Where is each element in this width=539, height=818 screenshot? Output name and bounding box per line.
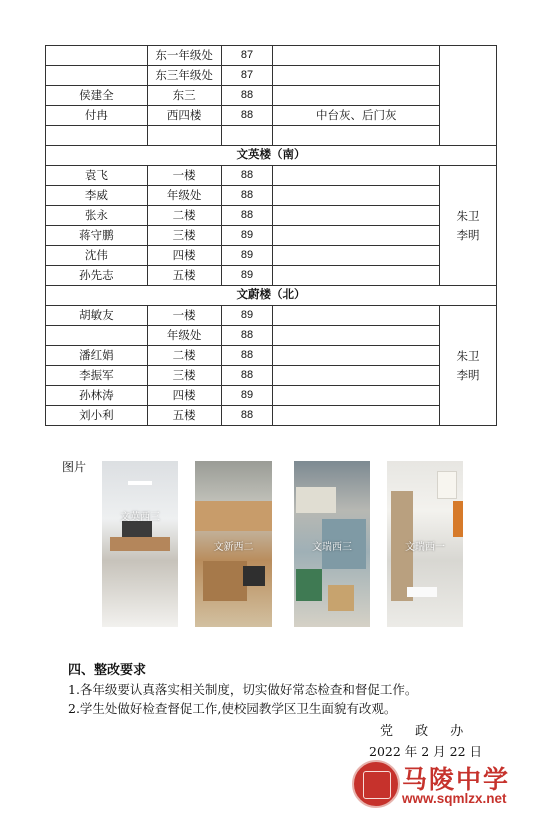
section-header-row	[46, 146, 497, 166]
requirement-item: 1.各年级要认真落实相关制度，切实做好常态检查和督促工作。	[68, 682, 418, 697]
table-row	[46, 46, 497, 66]
seal-inner-mark	[363, 771, 391, 799]
place-cell: 三楼	[147, 366, 221, 386]
table-row	[46, 306, 497, 326]
name-cell: 李威	[46, 186, 148, 206]
place-cell: 五楼	[147, 266, 221, 286]
issuing-office: 党 政 办	[380, 724, 473, 739]
place-cell: 四楼	[147, 386, 221, 406]
score-cell: 88	[221, 406, 273, 426]
photo-wenrui-west-3	[294, 461, 370, 627]
score-cell: 87	[221, 66, 273, 86]
table-row	[46, 246, 497, 266]
score-cell: 89	[221, 386, 273, 406]
place-cell: 四楼	[147, 246, 221, 266]
place-cell: 三楼	[147, 226, 221, 246]
inspector-cell	[440, 306, 497, 426]
school-seal-logo	[352, 760, 400, 808]
name-cell: 张永	[46, 206, 148, 226]
score-cell: 88	[221, 366, 273, 386]
note-cell	[273, 186, 440, 206]
note-cell	[273, 66, 440, 86]
score-cell: 88	[221, 326, 273, 346]
name-cell: 胡敏友	[46, 306, 148, 326]
photo-wenxin-west-2	[195, 461, 272, 627]
name-cell	[46, 66, 148, 86]
place-cell: 年级处	[147, 186, 221, 206]
photo-caption: 文英西三	[120, 512, 160, 523]
photo-caption: 文新西二	[213, 542, 254, 553]
name-cell	[46, 126, 148, 146]
name-cell: 付冉	[46, 106, 148, 126]
score-cell: 89	[221, 306, 273, 326]
inspection-table	[45, 45, 497, 426]
place-cell: 东一年级处	[147, 46, 221, 66]
place-cell: 东三年级处	[147, 66, 221, 86]
table-row	[46, 366, 497, 386]
watermark-url: www.sqmlzx.net	[402, 791, 507, 806]
name-cell: 李振军	[46, 366, 148, 386]
table-row	[46, 386, 497, 406]
place-cell: 二楼	[147, 206, 221, 226]
table-row	[46, 86, 497, 106]
table-row	[46, 106, 497, 126]
note-cell	[273, 46, 440, 66]
name-cell: 潘红娟	[46, 346, 148, 366]
place-cell	[147, 126, 221, 146]
name-cell: 孙先志	[46, 266, 148, 286]
note-cell	[273, 366, 440, 386]
inspector-cell	[440, 166, 497, 286]
table-row	[46, 206, 497, 226]
section-4-title: 四、整改要求	[68, 663, 147, 678]
table-row	[46, 346, 497, 366]
name-cell	[46, 326, 148, 346]
note-cell	[273, 406, 440, 426]
score-cell: 88	[221, 86, 273, 106]
table-row	[46, 126, 497, 146]
note-cell	[273, 326, 440, 346]
photo-wenrui-west-1	[387, 461, 463, 627]
place-cell: 年级处	[147, 326, 221, 346]
note-cell	[273, 126, 440, 146]
place-cell: 东三	[147, 86, 221, 106]
score-cell: 89	[221, 266, 273, 286]
note-cell	[273, 246, 440, 266]
name-cell: 刘小利	[46, 406, 148, 426]
place-cell: 西四楼	[147, 106, 221, 126]
table-row	[46, 226, 497, 246]
section-header-row	[46, 286, 497, 306]
score-cell: 89	[221, 226, 273, 246]
note-cell	[273, 166, 440, 186]
name-cell: 孙林涛	[46, 386, 148, 406]
score-cell: 88	[221, 166, 273, 186]
photo-wenying-west-3	[102, 461, 178, 627]
name-cell: 蒋守鹏	[46, 226, 148, 246]
score-cell: 88	[221, 186, 273, 206]
score-cell: 88	[221, 206, 273, 226]
inspector-name: 李明	[456, 367, 480, 382]
table-row	[46, 186, 497, 206]
photos-label: 图片	[62, 460, 87, 474]
inspector-name: 朱卫	[456, 349, 480, 364]
score-cell: 88	[221, 106, 273, 126]
name-cell	[46, 46, 148, 66]
score-cell: 88	[221, 346, 273, 366]
note-cell	[273, 206, 440, 226]
table-row	[46, 66, 497, 86]
photo-caption: 文瑞西一	[405, 542, 445, 553]
note-cell	[273, 346, 440, 366]
inspector-name: 李明	[456, 227, 480, 242]
issue-date: 2022 年 2 月 22 日	[369, 744, 483, 759]
note-cell: 中台灰、后门灰	[273, 106, 440, 126]
place-cell: 一楼	[147, 166, 221, 186]
table-row	[46, 166, 497, 186]
note-cell	[273, 386, 440, 406]
score-cell	[221, 126, 273, 146]
name-cell: 袁飞	[46, 166, 148, 186]
requirement-item: 2.学生处做好检查督促工作,使校园教学区卫生面貌有改观。	[68, 701, 397, 716]
table-row	[46, 326, 497, 346]
score-cell: 87	[221, 46, 273, 66]
note-cell	[273, 266, 440, 286]
place-cell: 一楼	[147, 306, 221, 326]
score-cell: 89	[221, 246, 273, 266]
photo-caption: 文瑞西三	[312, 542, 352, 553]
table-row	[46, 266, 497, 286]
name-cell: 沈伟	[46, 246, 148, 266]
section-title: 文蔚楼（北）	[46, 286, 497, 306]
place-cell: 五楼	[147, 406, 221, 426]
note-cell	[273, 226, 440, 246]
inspector-cell	[440, 46, 497, 146]
note-cell	[273, 86, 440, 106]
place-cell: 二楼	[147, 346, 221, 366]
section-title: 文英楼（南）	[46, 146, 497, 166]
note-cell	[273, 306, 440, 326]
watermark-school-name: 马陵中学	[402, 765, 511, 794]
inspector-name: 朱卫	[456, 209, 480, 224]
table-row	[46, 406, 497, 426]
name-cell: 侯建全	[46, 86, 148, 106]
